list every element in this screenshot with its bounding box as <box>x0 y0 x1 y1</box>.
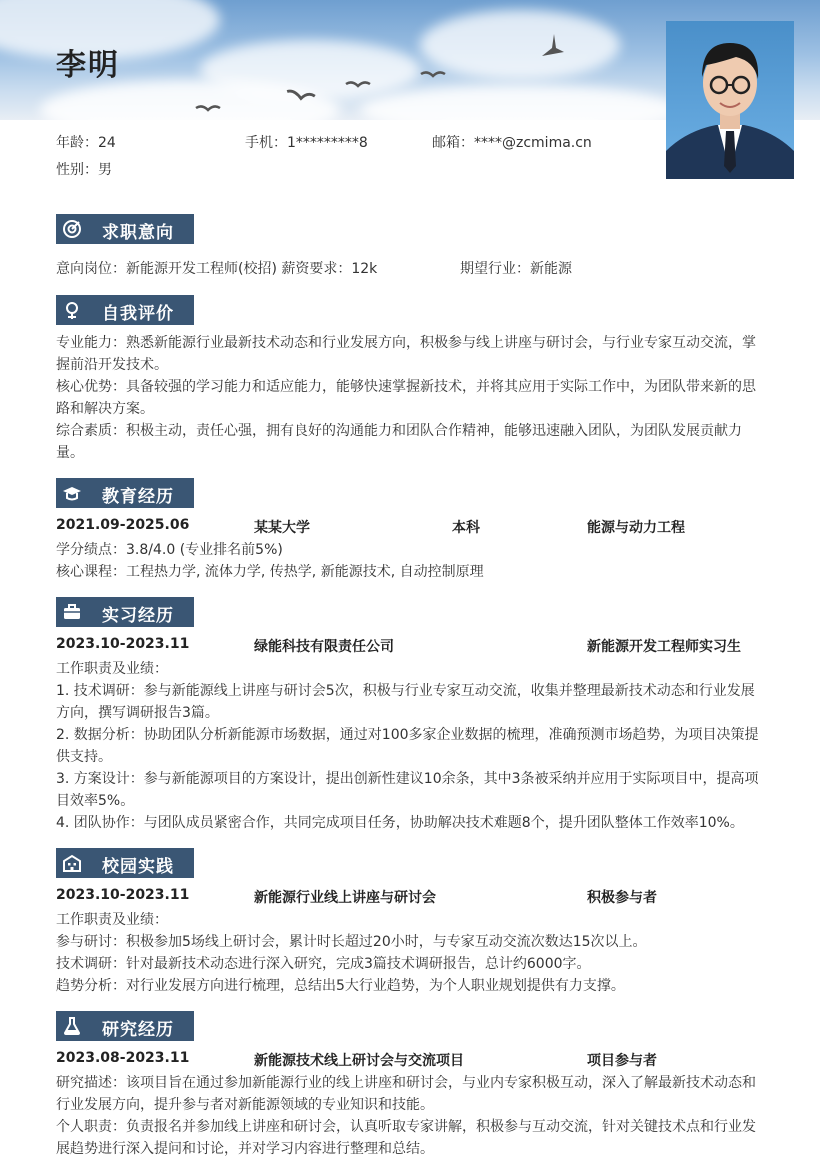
bird-icon <box>286 88 316 102</box>
research-line: 个人职责：负责报名并参加线上讲座和研讨会，认真听取专家讲解，积极参与互动交流，针对关键技术点和行业发 <box>56 1119 756 1135</box>
internship-line: 1. 技术调研：参与新能源线上讲座与研讨会5次，积极与行业专家互动交流，收集并整理最新技术动态和行业发展 <box>56 683 755 699</box>
section-title: 自我评价 <box>102 304 174 324</box>
gender-field: 性别：男 <box>56 162 112 178</box>
education-major: 能源与动力工程 <box>587 520 685 536</box>
self-line: 核心优势：具备较强的学习能力和适应能力，能够快速掌握新技术，并将其应用于实际工作中，为团队带来新的思 <box>56 379 756 395</box>
bird-icon <box>540 30 566 60</box>
campus-line: 趋势分析：对行业发展方向进行梳理，总结出5大行业趋势，为个人职业规划提供有力支撑。 <box>56 978 625 994</box>
target-icon <box>62 219 82 239</box>
self-line: 握前沿开发技术。 <box>56 357 168 373</box>
profile-photo <box>666 21 794 179</box>
section-title: 实习经历 <box>102 606 174 626</box>
education-school: 某某大学 <box>254 520 310 536</box>
internship-line: 4. 团队协作：与团队成员紧密合作，共同完成项目任务，协助解决技术难题8个，提升团队整体工作效率10%。 <box>56 815 744 831</box>
section-header-education <box>56 478 194 508</box>
education-period: 2021.09-2025.06 <box>56 517 190 533</box>
education-degree: 本科 <box>452 520 480 536</box>
flask-icon <box>62 1016 82 1036</box>
graduation-cap-icon <box>62 483 82 503</box>
research-line: 展趋势进行深入提问和讨论，并对学习内容进行整理和总结。 <box>56 1141 434 1157</box>
age-field: 年龄：24 <box>56 135 116 151</box>
research-project: 新能源技术线上研讨会与交流项目 <box>254 1053 464 1069</box>
bird-icon <box>420 70 446 80</box>
internship-line: 目效率5%。 <box>56 793 135 809</box>
phone-field: 手机：1*********8 <box>245 135 368 151</box>
research-role: 项目参与者 <box>587 1053 657 1069</box>
internship-line: 方向，撰写调研报告3篇。 <box>56 705 219 721</box>
section-header-campus <box>56 848 194 878</box>
internship-line: 工作职责及业绩： <box>56 661 168 677</box>
education-gpa: 学分绩点：3.8/4.0 (专业排名前5%) <box>56 542 283 558</box>
self-line: 专业能力：熟悉新能源行业最新技术动态和行业发展方向，积极参与线上讲座与研讨会，与行业专家互动交流，掌 <box>56 335 756 351</box>
bird-icon <box>195 104 221 114</box>
section-header-self <box>56 295 194 325</box>
bird-icon <box>345 80 371 90</box>
research-line: 行业发展方向，提升参与者对新能源领域的专业知识和技能。 <box>56 1097 434 1113</box>
campus-line: 技术调研：针对最新技术动态进行深入研究，完成3篇技术调研报告，总计约6000字。 <box>56 956 591 972</box>
building-icon <box>62 853 82 873</box>
section-title: 求职意向 <box>102 223 174 243</box>
campus-role: 积极参与者 <box>587 890 657 906</box>
section-title: 校园实践 <box>102 857 174 877</box>
self-line: 路和解决方案。 <box>56 401 154 417</box>
campus-line: 工作职责及业绩： <box>56 912 168 928</box>
internship-company: 绿能科技有限责任公司 <box>254 639 394 655</box>
campus-line: 参与研讨：积极参加5场线上研讨会，累计时长超过20小时，与专家互动交流次数达15次以上。 <box>56 934 647 950</box>
avatar-icon <box>666 21 794 179</box>
internship-line: 2. 数据分析：协助团队分析新能源市场数据，通过对100多家企业数据的梳理，准确预测市场趋势，为项目决策提 <box>56 727 759 743</box>
briefcase-icon <box>62 602 82 622</box>
section-title: 教育经历 <box>102 487 174 507</box>
badge-icon <box>62 300 82 320</box>
intent-position: 意向岗位：新能源开发工程师(校招) 薪资要求：12k <box>56 261 378 277</box>
internship-role: 新能源开发工程师实习生 <box>587 639 741 655</box>
candidate-name: 李明 <box>56 48 120 83</box>
intent-industry: 期望行业：新能源 <box>460 261 572 277</box>
campus-event: 新能源行业线上讲座与研讨会 <box>254 890 436 906</box>
section-header-research <box>56 1011 194 1041</box>
campus-period: 2023.10-2023.11 <box>56 887 190 903</box>
research-period: 2023.08-2023.11 <box>56 1050 190 1066</box>
self-line: 综合素质：积极主动，责任心强，拥有良好的沟通能力和团队合作精神，能够迅速融入团队，为团队发展贡献力 <box>56 423 742 439</box>
section-title: 研究经历 <box>102 1020 174 1040</box>
internship-line: 3. 方案设计：参与新能源项目的方案设计，提出创新性建议10余条，其中3条被采纳并应用于实际项目中，提高项 <box>56 771 759 787</box>
education-courses: 核心课程：工程热力学, 流体力学, 传热学, 新能源技术, 自动控制原理 <box>56 564 484 580</box>
self-line: 量。 <box>56 445 84 461</box>
section-header-intent <box>56 214 194 244</box>
research-line: 研究描述：该项目旨在通过参加新能源行业的线上讲座和研讨会，与业内专家积极互动，深入了解最新技术动态和 <box>56 1075 756 1091</box>
internship-period: 2023.10-2023.11 <box>56 636 190 652</box>
email-field: 邮箱：****@zcmima.cn <box>432 135 592 151</box>
section-header-internship <box>56 597 194 627</box>
internship-line: 供支持。 <box>56 749 112 765</box>
